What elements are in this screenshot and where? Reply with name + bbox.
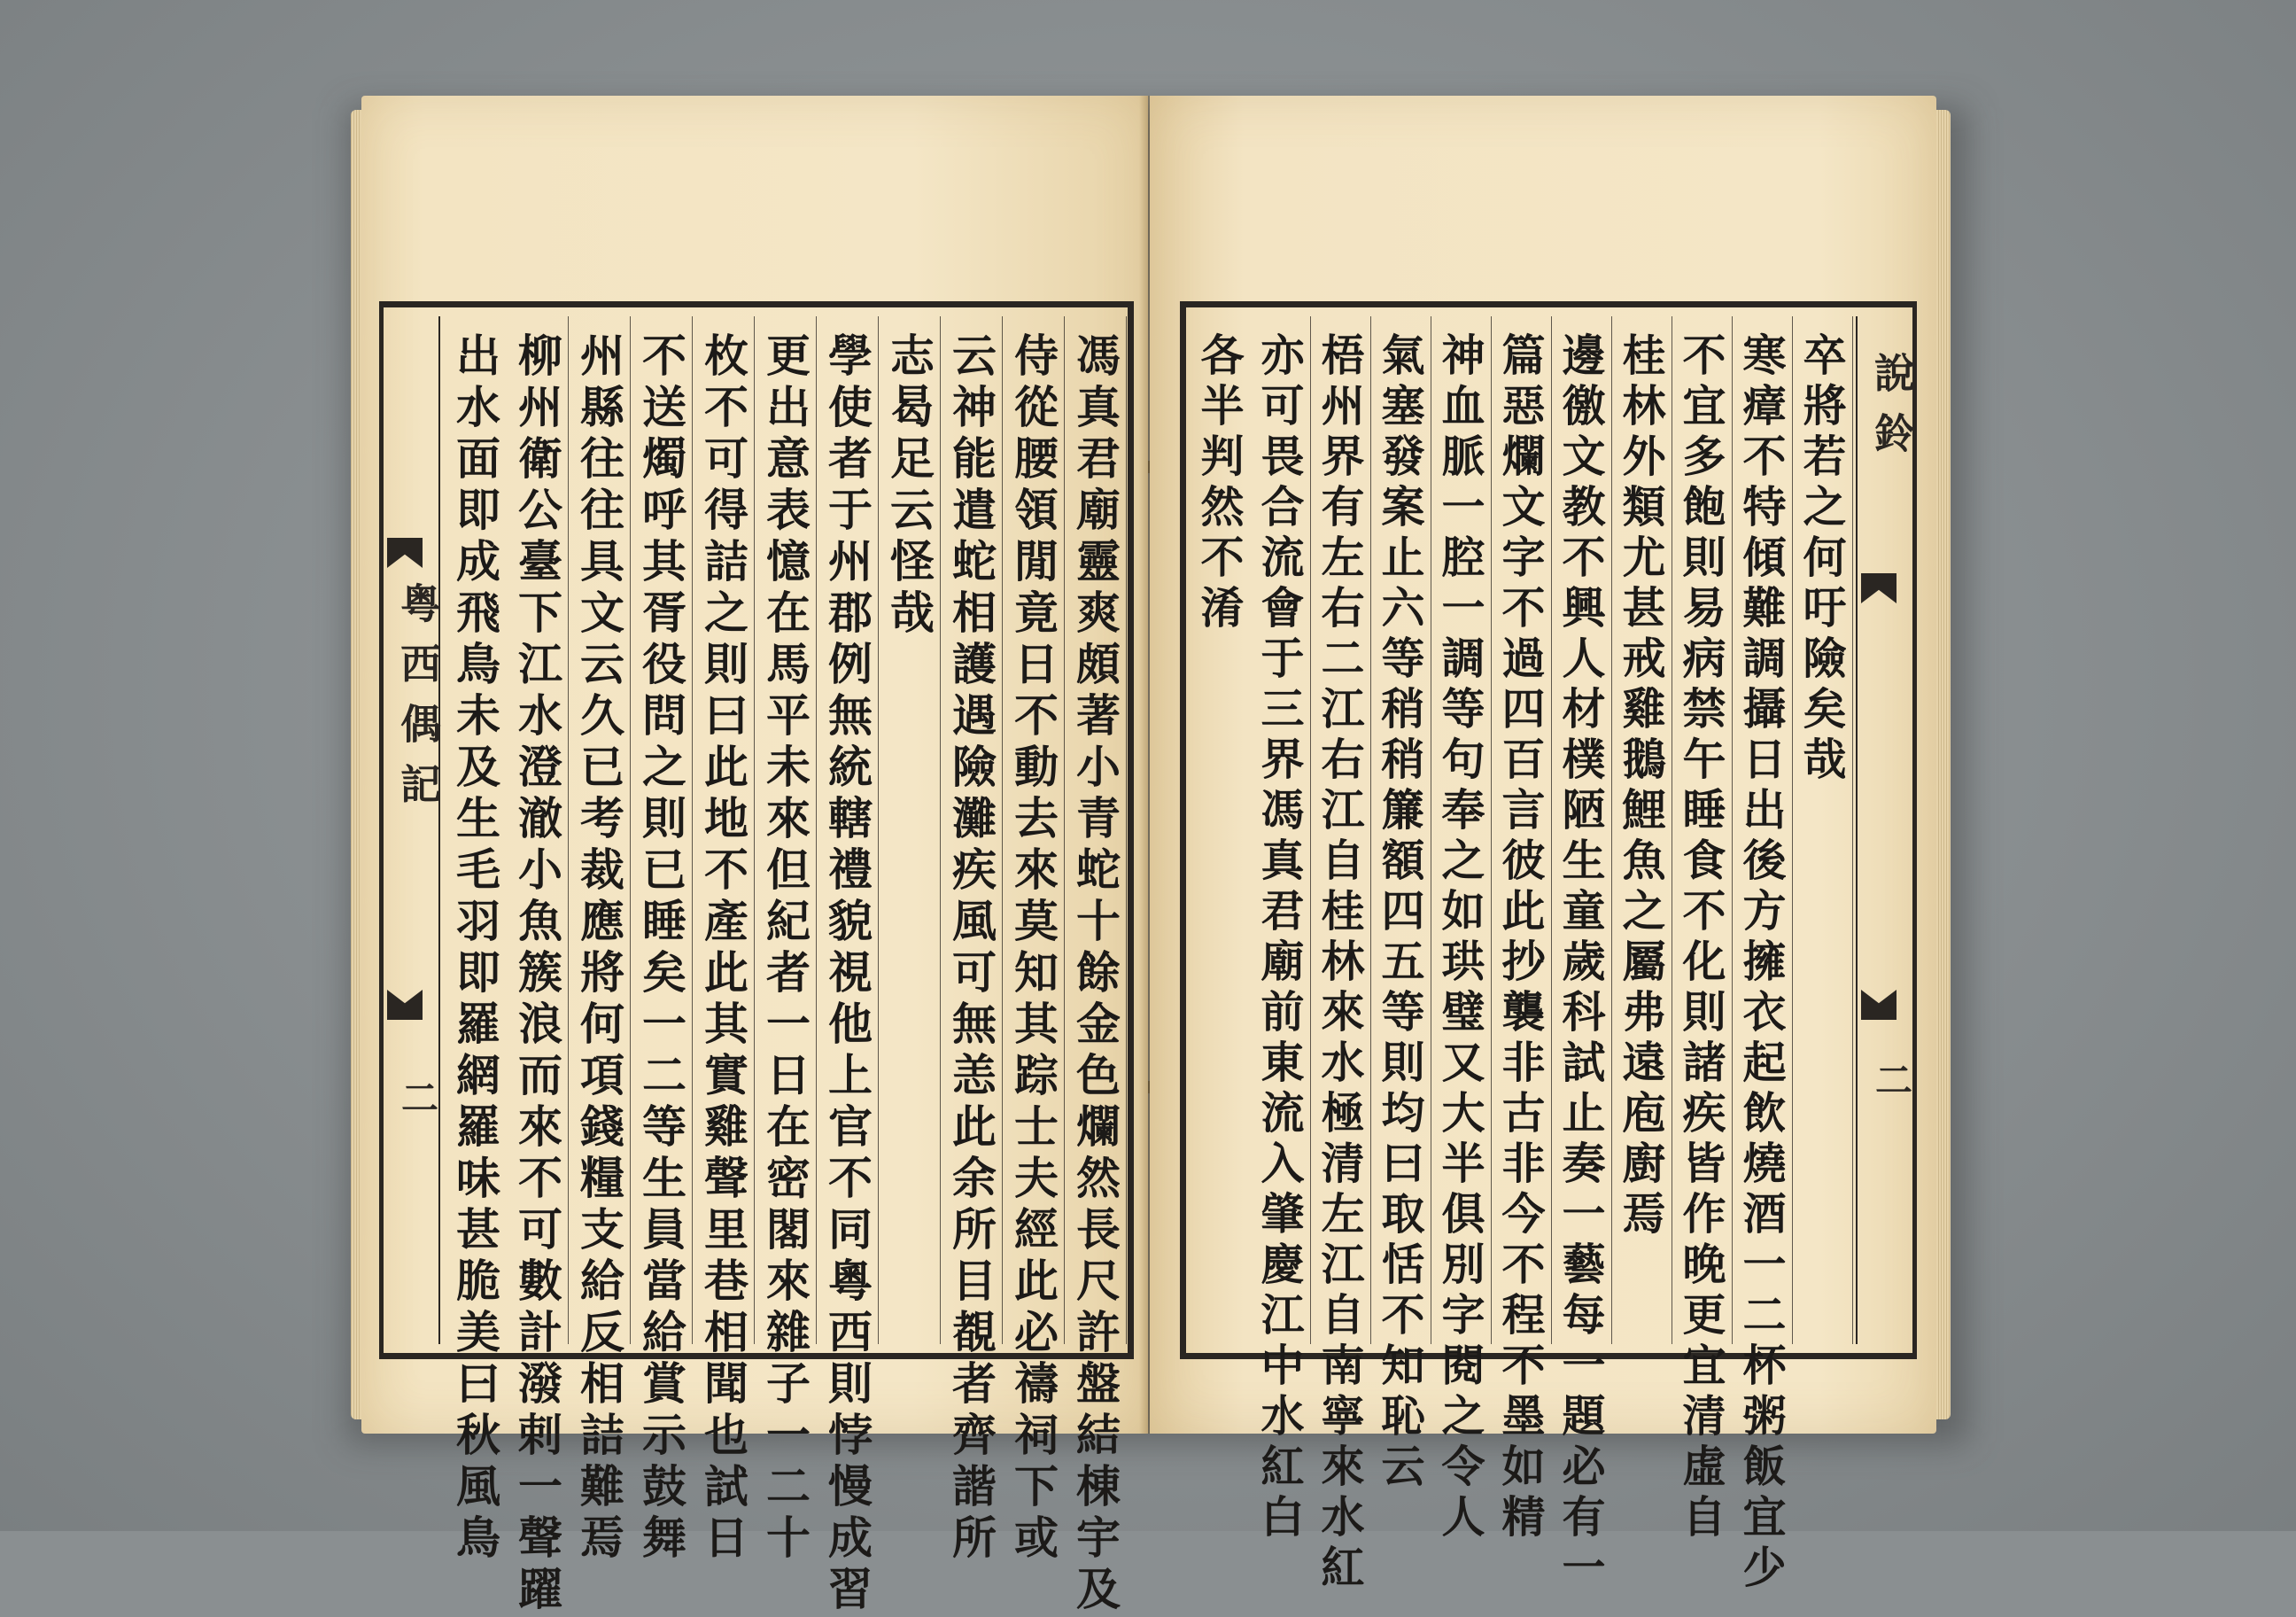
text-column [1732,316,1793,1595]
fish-tail-mark [1861,573,1897,603]
column-text: 梧州界有左右二江右江自桂林來水極清左江自南寧來水紅 [1315,332,1366,1595]
right-page-number: 二 [1870,1061,1913,1098]
text-column [506,316,569,1617]
text-column [1310,316,1371,1595]
text-column [692,316,755,1566]
text-column [1491,316,1552,1544]
text-column [1064,316,1127,1617]
column-text: 枚不可得詰之則曰此地不產此其實雞聲里巷相聞也試日 [697,332,749,1566]
text-column [940,316,1003,1566]
column-text: 各半判然不淆 [1194,332,1245,635]
column-text: 桂林外類尤甚戒雞鵝鯉魚之屬弗遠庖廚焉 [1616,332,1667,1241]
fish-tail-mark [1861,990,1897,1020]
column-text: 亦可畏合流會于三界馮真君廟前東流入肇慶江中水紅白 [1254,332,1306,1544]
column-text: 侍從腰領閒竟日不動去來莫知其踪士夫經此必禱祠下或 [1007,332,1059,1566]
column-text: 學使者于州郡例無統轄禮貌視他上官不同粵西則悖慢成習 [821,332,873,1617]
text-column [1672,316,1733,1544]
left-page-number: 二 [396,1078,439,1116]
column-text: 柳州衛公臺下江水澄澈小魚簇浪而來不可數計潑剌一聲躍 [511,332,563,1617]
text-column [1792,316,1853,1344]
text-column [1370,316,1431,1494]
column-text: 出水面即成飛鳥未及生毛羽即羅網羅味甚脆美曰秋風鳥 [449,332,501,1566]
column-text: 更出意表憶在馬平未來但紀者一日在密閣來雜子一二十 [759,332,811,1566]
right-banxin-title: 說鈴 [1868,352,1916,472]
text-column [1190,316,1250,1344]
text-column [878,316,941,1344]
right-banxin [1856,316,1916,1344]
fish-tail-mark [387,538,423,568]
text-column [1551,316,1612,1595]
text-column [568,316,631,1566]
column-text: 志曷足云怪哉 [883,332,935,641]
text-column [1250,316,1311,1544]
text-column [1431,316,1492,1544]
text-column [630,316,693,1566]
text-column [1611,316,1672,1344]
left-page-text-frame [379,301,1134,1617]
column-text: 馮真君廟靈爽頗著小青蛇十餘金色爛然長尺許盤結棟宇及 [1069,332,1121,1617]
column-text: 卒將若之何吁險矣哉 [1796,332,1848,787]
left-banxin-title: 粤西偶記 [394,582,442,823]
column-text: 神血脈一腔一調等句奉之如珙璧又大半俱別字閱之令人 [1435,332,1486,1544]
column-text: 州縣往往具文云久已考裁應將何項錢糧支給反相詰難焉 [573,332,625,1566]
column-text: 云神能遣蛇相護遇險灘疾風可無恙此余所目覩者齊諧所 [945,332,997,1566]
column-text: 氣塞發案止六等稍稍簾額四五等則均曰取恬不知恥云 [1375,332,1426,1494]
column-text: 不宜多飽則易病禁午睡食不化則諸疾皆作晚更宜清虛自 [1676,332,1727,1544]
fish-tail-mark [387,990,423,1020]
right-page-text-frame [1180,301,1917,1595]
column-text: 寒瘴不特傾難調攝日出後方擁衣起飲燒酒一二杯粥飯宜少 [1736,332,1788,1595]
left-banxin [384,316,440,1344]
text-column [1002,316,1065,1566]
column-text: 邊徼文教不興人材樸陋生童歲科試止奏一藝每一題必有一 [1555,332,1607,1595]
text-column [754,316,817,1566]
text-column [444,316,506,1566]
text-column [816,316,879,1617]
column-text: 不送燭呼其胥役問之則已睡矣一二等生員當給賞示鼓舞 [635,332,687,1566]
column-text: 篇惡爛文字不過四百言彼此抄襲非古非今不程不墨如精 [1495,332,1547,1544]
